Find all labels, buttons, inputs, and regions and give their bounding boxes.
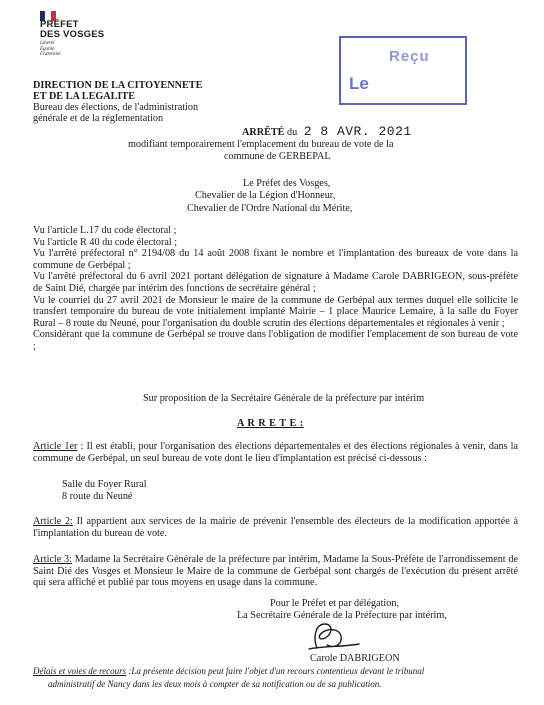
title-line2: modifiant temporairement l'emplacement du bureau de vote de la — [128, 139, 394, 150]
logo-prefet: PRÉFET — [40, 19, 79, 30]
signature-line2: La Secrétaire Générale de la Préfecture par intérim, — [237, 610, 447, 621]
direction-line1: DIRECTION DE LA CITOYENNETE — [33, 80, 203, 91]
motto-liberte: Liberté — [40, 41, 55, 46]
visa-item: Vu le courriel du 27 avril 2021 de Monsieur le maire de la commune de Gerbépal aux termes duquel elle sollicite le transfert temporaire du bureau de vote initialement implanté Mairie – 1 place Maurice Lemaire, à la salle du Foyer Rural – 8 route du Neuné, pour l'organisation du double scrutin des élections départementales et régionales à venir ; — [33, 294, 518, 329]
article-2-text: Il appartient aux services de la mairie de prévenir l'ensemble des électeurs de la modification apportée à l'implantation du bureau de vote. — [33, 516, 518, 539]
title-date: 2 8 AVR. 2021 — [303, 124, 412, 139]
visa-item: Vu l'article L.17 du code électoral ; — [33, 225, 177, 236]
visa-item: Vu l'arrêté préfectoral n° 2194/08 du 14 août 2008 fixant le nombre et l'implantation des bureaux de vote dans la commune de Gerbépal ; — [33, 248, 518, 271]
visa-item: Vu l'article R 40 du code électoral ; — [33, 236, 178, 248]
title-line1 — [242, 126, 412, 139]
signature-line1: Pour le Préfet et par délégation, — [270, 598, 399, 609]
signature-name: Carole DABRIGEON — [310, 653, 400, 664]
article-1 — [33, 441, 518, 464]
motto-egalite: Égalité — [40, 46, 55, 52]
recours-label: Délais et voies de recours — [33, 666, 127, 676]
visa-item: Vu l'arrêté préfectoral du 6 avril 2021 portant délégation de signature à Madame Carole DABRIGEON, sous-préfète de Saint Dié, chargée par intérim des fonctions de secrétaire général ; — [33, 271, 518, 294]
stamp-le: Le — [349, 74, 369, 93]
article-2 — [33, 516, 518, 539]
handwritten-signature — [303, 618, 363, 654]
arrete-heading: A R R E T E : — [237, 418, 304, 429]
article-1-text: : Il est établi, pour l'organisation des élections départementales et des élections régionales à venir, dans la commune de Gerbépal, un seul bureau de vote dont le lieu d'implantation est précisé ci-dessous : — [33, 441, 518, 464]
recours-text1: :La présente décision peut faire l'objet d'un recours contentieux devant le tribunal — [126, 666, 425, 676]
article-1-place1: Salle du Foyer Rural — [62, 479, 147, 490]
article-3-label: Article 3: — [33, 554, 72, 565]
title-line3: commune de GERBEPAL — [224, 151, 331, 162]
logo-motto — [40, 41, 61, 58]
proposition: Sur proposition de la Secrétaire Générale de la préfecture par intérim — [143, 393, 425, 404]
logo-des-vosges: DES VOSGES — [40, 29, 105, 40]
article-2-label: Article 2: — [33, 516, 73, 527]
recours-line2: administratif de Nancy dans les deux mois à compter de sa notification ou de sa publication. — [48, 679, 382, 689]
recours-line1 — [33, 666, 424, 677]
bureau-line2: générale et de la réglementation — [33, 113, 164, 124]
signature-icon — [303, 618, 363, 654]
prefet-line2: Chevalier de la Légion d'Honneur, — [195, 190, 336, 201]
stamp-recu: Reçu — [389, 48, 430, 65]
motto-fraternite: Fraternité — [40, 52, 61, 57]
article-3 — [33, 554, 518, 589]
visa-item: Considérant que la commune de Gerbépal se trouve dans l'obligation de modifier l'emplacement de son bureau de vote ; — [33, 329, 518, 352]
article-1-place2: 8 route du Neuné — [62, 491, 133, 502]
received-stamp — [339, 36, 467, 105]
marianne-logo — [40, 8, 56, 18]
article-1-label: Article 1er — [33, 441, 78, 452]
visas-block — [33, 225, 518, 353]
prefet-line1: Le Préfet des Vosges, — [243, 178, 331, 189]
bureau-line1: Bureau des élections, de l'administration — [33, 102, 199, 113]
direction-line2: ET DE LA LEGALITE — [33, 91, 136, 102]
title-arrete: ARRÊTÉ — [242, 127, 285, 138]
prefet-line3: Chevalier de l'Ordre National du Mérite, — [187, 203, 353, 214]
title-du: du — [287, 127, 298, 138]
article-3-text: Madame la Secrétaire Générale de la préfecture par intérim, Madame la Sous-Préfète de l'arrondissement de Saint Dié des Vosges et Monsieur le Maire de la commune de Gerbépal sont chargés de l'exécution du présent arrêté qui sera affiché et publié par tous moyens en usage dans la commune. — [33, 554, 518, 589]
